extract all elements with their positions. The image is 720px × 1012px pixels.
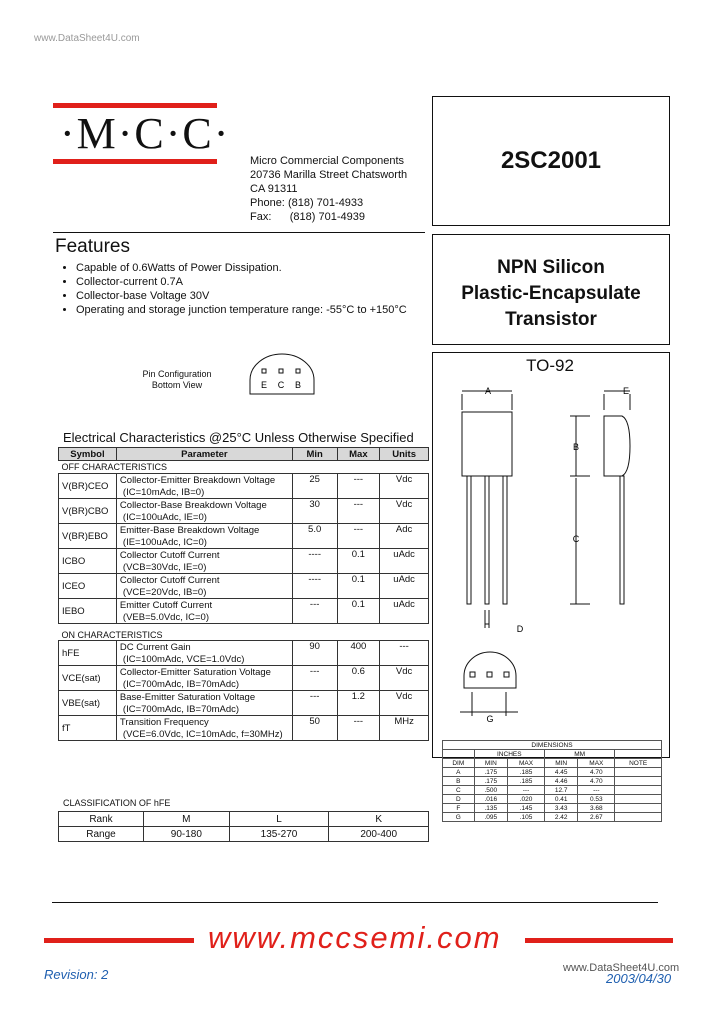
dim-title: DIMENSIONS — [443, 741, 662, 750]
description-line-1: NPN Silicon — [497, 257, 605, 278]
dim-row: A .175 .185 4.45 4.70 — [443, 768, 662, 777]
ec-row — [59, 574, 429, 587]
ec-max: --- — [337, 474, 380, 499]
ec-row — [59, 599, 429, 612]
ec-symbol: fT — [59, 716, 117, 741]
company-fax: Fax: (818) 701-4939 — [250, 211, 365, 223]
pin-b-label: B — [294, 380, 302, 390]
ec-symbol: ICBO — [59, 549, 117, 574]
footer-url[interactable]: www.mccsemi.com — [208, 920, 502, 955]
feature-item: • Capable of 0.6Watts of Power Dissipation. — [76, 261, 456, 275]
ec-condition: (VEB=5.0Vdc, IC=0) — [116, 611, 292, 624]
dim-label-e: E — [622, 386, 630, 396]
ec-max: 0.1 — [337, 549, 380, 574]
dimensions-table: DIMENSIONS INCHES MM DIM MIN MAX MIN MAX NOTE A .175 .185 4.45 4.70 B .175 .185 4.46 4.70 C .500 --- 12.7 --- D .016 .020 0.41 0.53 F .135 .145 3.43 3.68 G .095 .105 2.42 2.67 — [442, 740, 662, 822]
part-number: 2SC2001 — [500, 147, 602, 174]
ec-max: 0.1 — [337, 599, 380, 624]
dim-row: F .135 .145 3.43 3.68 — [443, 804, 662, 813]
pin-c-label: C — [277, 380, 285, 390]
ec-row — [59, 524, 429, 537]
ec-unit: Vdc — [380, 691, 429, 716]
ec-min: ---- — [292, 549, 337, 574]
classification-title: CLASSIFICATION OF hFE — [63, 798, 171, 808]
footer-watermark: www.DataSheet4U.com — [563, 962, 680, 974]
ec-min: --- — [292, 691, 337, 716]
dim-row: C .500 --- 12.7 --- — [443, 786, 662, 795]
ec-min: ---- — [292, 574, 337, 599]
ec-parameter: Collector-Emitter Saturation Voltage — [116, 666, 292, 679]
ec-symbol: V(BR)CEO — [59, 474, 117, 499]
dim-row: D .016 .020 0.41 0.53 — [443, 795, 662, 804]
description-box — [432, 234, 670, 345]
ec-min: 30 — [292, 499, 337, 524]
company-phone: Phone: (818) 701-4933 — [250, 197, 364, 209]
company-city: CA 91311 — [250, 183, 298, 195]
ec-max: --- — [337, 716, 380, 741]
classification-table: Rank M L K Range 90-180 135-270 200-400 — [58, 811, 429, 842]
ec-min: 90 — [292, 641, 337, 666]
pin-e-label: E — [260, 380, 268, 390]
ec-condition: (VCB=30Vdc, IE=0) — [116, 561, 292, 574]
features-list — [60, 261, 456, 317]
ec-parameter: Collector Cutoff Current — [116, 574, 292, 587]
part-number-box — [432, 96, 670, 226]
ec-parameter: Emitter-Base Breakdown Voltage — [116, 524, 292, 537]
ec-row — [59, 499, 429, 512]
dim-label-a: A — [484, 386, 492, 396]
ec-unit: --- — [380, 641, 429, 666]
ec-unit: MHz — [380, 716, 429, 741]
package-name: TO-92 — [526, 356, 574, 375]
ec-row — [59, 666, 429, 679]
ec-unit: Vdc — [380, 499, 429, 524]
header-separator — [53, 232, 425, 233]
ec-parameter: Collector Cutoff Current — [116, 549, 292, 562]
pin-config-diagram — [246, 352, 318, 396]
ec-unit: Adc — [380, 524, 429, 549]
dim-label-b: B — [572, 442, 580, 452]
ec-unit: uAdc — [380, 599, 429, 624]
description-line-2: Plastic-Encapsulate — [461, 283, 641, 304]
ec-min: 50 — [292, 716, 337, 741]
dim-row: B .175 .185 4.46 4.70 — [443, 777, 662, 786]
ec-unit: uAdc — [380, 574, 429, 599]
ec-max: 0.1 — [337, 574, 380, 599]
top-watermark: www.DataSheet4U.com — [34, 33, 140, 44]
company-street: 20736 Marilla Street Chatsworth — [250, 169, 408, 181]
ec-condition: (IC=700mAdc, IB=70mAdc) — [116, 678, 292, 691]
ec-symbol: V(BR)EBO — [59, 524, 117, 549]
on-section-title: ON CHARACTERISTICS — [59, 624, 429, 641]
ec-unit: uAdc — [380, 549, 429, 574]
company-name: Micro Commercial Components — [250, 155, 405, 167]
ec-row — [59, 691, 429, 704]
logo-bar-bottom — [53, 159, 217, 164]
description-line-3: Transistor — [505, 309, 597, 330]
ec-symbol: VBE(sat) — [59, 691, 117, 716]
company-info — [250, 154, 407, 224]
package-drawing — [440, 380, 662, 730]
ec-row — [59, 549, 429, 562]
ec-condition: (VCE=20Vdc, IB=0) — [116, 586, 292, 599]
mcc-logo: ·M·C·C· — [60, 109, 231, 158]
revision-date: 2003/04/30 — [606, 971, 672, 986]
ec-row — [59, 474, 429, 487]
feature-item: • Collector-current 0.7A — [76, 275, 456, 289]
footer-bar-left — [44, 938, 194, 943]
ec-parameter: Base-Emitter Saturation Voltage — [116, 691, 292, 704]
ec-symbol: V(BR)CBO — [59, 499, 117, 524]
ec-parameter: DC Current Gain — [116, 641, 292, 654]
ec-parameter: Collector-Emitter Breakdown Voltage — [116, 474, 292, 487]
ec-symbol: ICEO — [59, 574, 117, 599]
ec-condition: (VCE=6.0Vdc, IC=10mAdc, f=30MHz) — [116, 728, 292, 741]
ec-max: --- — [337, 499, 380, 524]
ec-min: --- — [292, 599, 337, 624]
features-title: Features — [55, 236, 130, 257]
ec-parameter: Emitter Cutoff Current — [116, 599, 292, 612]
ec-unit: Vdc — [380, 666, 429, 691]
ec-condition: (IE=100uAdc, IC=0) — [116, 536, 292, 549]
ec-parameter: Collector-Base Breakdown Voltage — [116, 499, 292, 512]
ec-condition: (IC=10mAdc, IB=0) — [116, 486, 292, 499]
footer-separator — [52, 902, 658, 903]
revision: Revision: 2 — [44, 967, 109, 982]
dim-row: G .095 .105 2.42 2.67 — [443, 813, 662, 822]
ec-max: --- — [337, 524, 380, 549]
ec-min: 25 — [292, 474, 337, 499]
ec-condition: (IC=700mAdc, IB=70mAdc) — [116, 703, 292, 716]
feature-item: • Operating and storage junction temperature range: -55°C to +150°C — [76, 303, 456, 317]
dim-label-d: D — [516, 624, 524, 634]
ec-row — [59, 716, 429, 729]
off-section-title: OFF CHARACTERISTICS — [59, 461, 429, 474]
ec-condition: (IC=100mAdc, VCE=1.0Vdc) — [116, 653, 292, 666]
ec-max: 0.6 — [337, 666, 380, 691]
ec-title: Electrical Characteristics @25°C Unless Otherwise Specified — [63, 430, 414, 445]
ec-table: Symbol Parameter Min Max Units OFF CHARACTERISTICS V(BR)CEO Collector-Emitter Breakdown Voltage 25 --- Vdc (IC=10mAdc, IB=0) V(BR)CBO Collector-Base Breakdown Voltage 30 --- Vdc (IC=100uAdc, IE=0) V(BR)EBO Emitter-Base Breakdown Voltage 5.0 --- Adc (IE=100uAdc, IC=0) ICBO Collector Cutoff Current ---- 0.1 uAdc (VCB=30Vdc, IE=0) ICEO Collector Cutoff Current ---- 0.1 uAdc (VCE=20Vdc, IB=0) IEBO Emitter Cutoff Current --- 0.1 uAdc (VEB=5.0Vdc, IC=0) ON CHARACTERISTICS hFE DC Current Gain 90 400 --- (IC=100mAdc, VCE=1.0Vdc) VCE(sat) Collector-Emitter Saturation Voltage --- 0.6 Vdc (IC=700mAdc, IB=70mAdc) VBE(sat) Base-Emitter Saturation Voltage --- 1.2 Vdc (IC=700mAdc, IB=70mAdc) fT Transition Frequency 50 --- MHz (VCE=6.0Vdc, IC=10mAdc, f=30MHz) — [58, 447, 429, 741]
ec-unit: Vdc — [380, 474, 429, 499]
ec-min: 5.0 — [292, 524, 337, 549]
ec-symbol: hFE — [59, 641, 117, 666]
footer-bar-right — [525, 938, 673, 943]
ec-symbol: VCE(sat) — [59, 666, 117, 691]
ec-symbol: IEBO — [59, 599, 117, 624]
ec-parameter: Transition Frequency — [116, 716, 292, 729]
ec-min: --- — [292, 666, 337, 691]
pin-config-label: Pin Configuration Bottom View — [142, 369, 212, 390]
ec-max: 400 — [337, 641, 380, 666]
dim-label-g: G — [486, 714, 494, 724]
feature-item: • Collector-base Voltage 30V — [76, 289, 456, 303]
ec-max: 1.2 — [337, 691, 380, 716]
dim-label-c: C — [572, 534, 580, 544]
ec-row — [59, 641, 429, 654]
ec-condition: (IC=100uAdc, IE=0) — [116, 511, 292, 524]
